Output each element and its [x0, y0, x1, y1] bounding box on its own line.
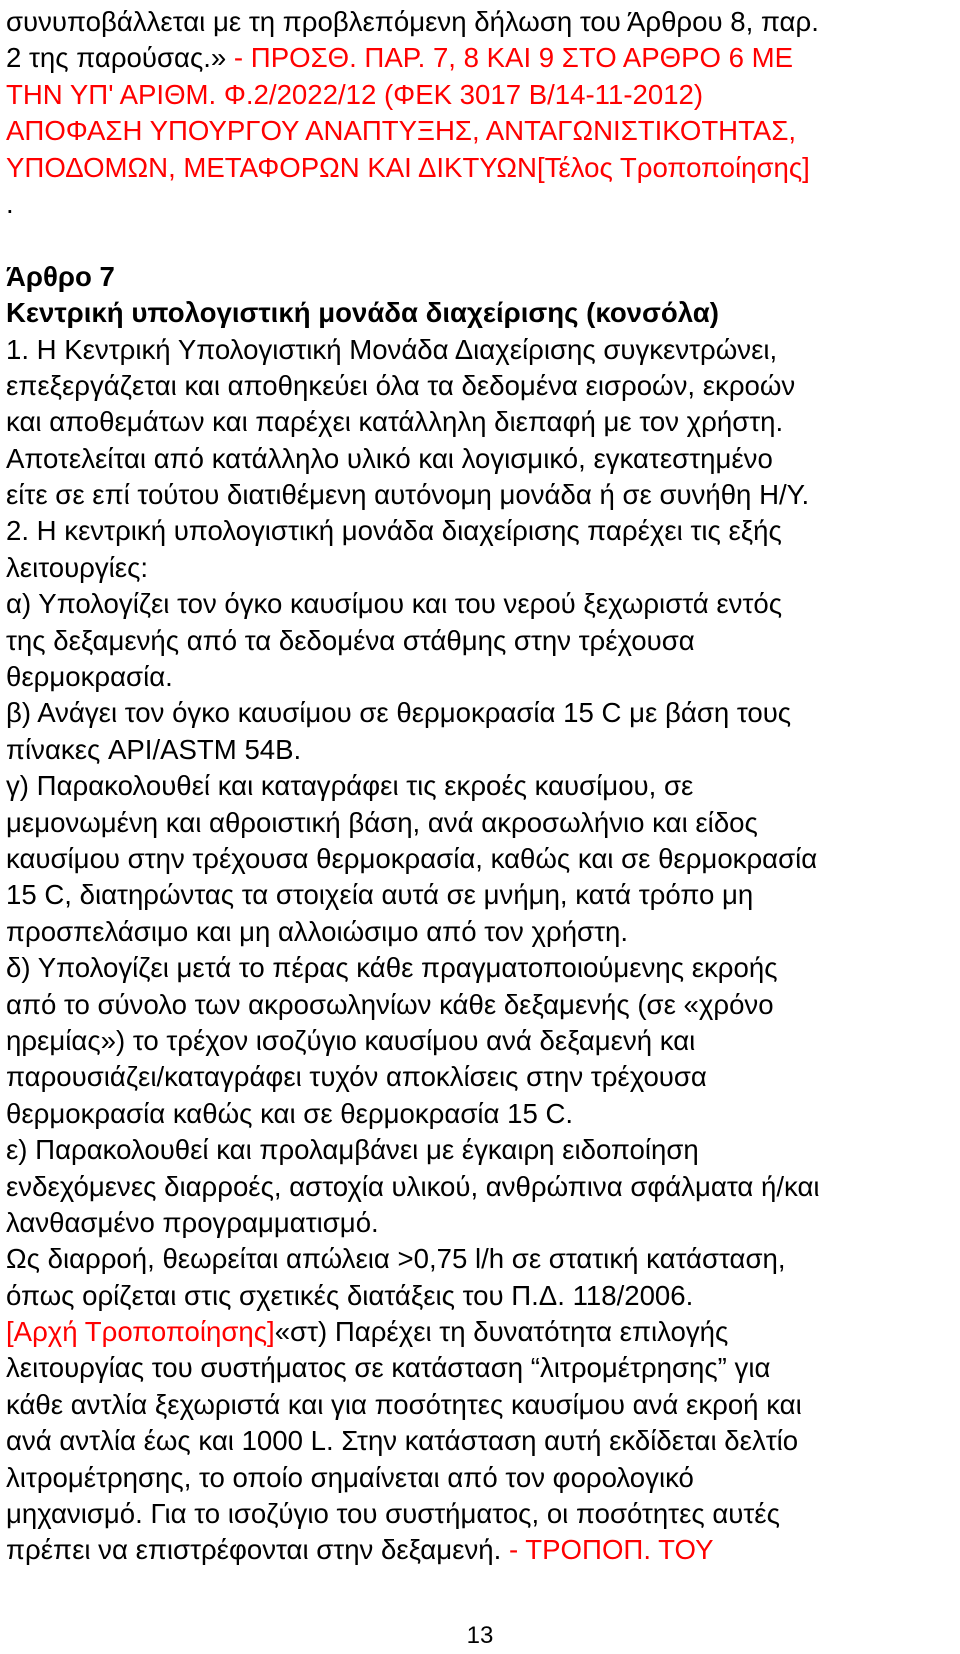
text-line	[6, 40, 954, 76]
body-text: .	[6, 187, 14, 219]
text-line	[6, 332, 954, 368]
amendment-note: - ΠΡΟΣΘ. ΠΑΡ. 7, 8 ΚΑΙ 9 ΣΤΟ ΑΡΘΡΟ 6 ΜΕ	[233, 42, 794, 74]
text-line	[6, 186, 954, 222]
amendment-note: ΑΠΟΦΑΣΗ ΥΠΟΥΡΓΟΥ ΑΝΑΠΤΥΞΗΣ, ΑΝΤΑΓΩΝΙΣΤΙΚΟΤΗΤΑΣ,	[6, 115, 797, 147]
text-line	[6, 987, 954, 1023]
text-line	[6, 404, 954, 440]
text-line	[6, 914, 954, 950]
body-text: μηχανισμό. Για το ισοζύγιο του συστήματος, οι ποσότητες αυτές	[6, 1498, 780, 1530]
body-text: της δεξαμενής από τα δεδομένα στάθμης στην τρέχουσα	[6, 624, 695, 656]
body-text: ενδεχόμενες διαρροές, αστοχία υλικού, ανθρώπινα σφάλματα ή/και	[6, 1170, 820, 1202]
amendment-note: [Αρχή Τροποποίησης]	[6, 1316, 275, 1348]
body-text: λιτρομέτρησης, το οποίο σημαίνεται από τον φορολογικό	[6, 1461, 694, 1493]
text-line	[6, 1169, 954, 1205]
body-text: α) Υπολογίζει τον όγκο καυσίμου και του νερού ξεχωριστά εντός	[6, 588, 782, 620]
text-line	[6, 150, 954, 186]
text-line	[6, 1132, 954, 1168]
text-line	[6, 1532, 954, 1568]
text-line	[6, 477, 954, 513]
body-text: πρέπει να επιστρέφονται στην δεξαμενή.	[6, 1534, 509, 1566]
body-text: είτε σε επί τούτου διατιθέμενη αυτόνομη μονάδα ή σε συνήθη Η/Υ.	[6, 479, 810, 511]
body-text: λειτουργίες:	[6, 551, 149, 583]
body-text: παρουσιάζει/καταγράφει τυχόν αποκλίσεις στην τρέχουσα	[6, 1061, 707, 1093]
body-text: ηρεμίας») το τρέχον ισοζύγιο καυσίμου ανά δεξαμενή και	[6, 1024, 696, 1056]
article-heading: Κεντρική υπολογιστική μονάδα διαχείρισης (κονσόλα)	[6, 297, 719, 329]
text-line	[6, 1205, 954, 1241]
text-line	[6, 113, 954, 149]
text-line	[6, 841, 954, 877]
body-text: από το σύνολο των ακροσωληνίων κάθε δεξαμενής (σε «χρόνο	[6, 988, 774, 1020]
text-line	[6, 1423, 954, 1459]
text-line	[6, 513, 954, 549]
body-text: λανθασμένο προγραμματισμό.	[6, 1206, 379, 1238]
text-line	[6, 1460, 954, 1496]
text-line	[6, 586, 954, 622]
text-line	[6, 295, 954, 331]
text-line	[6, 1496, 954, 1532]
body-text: 2. Η κεντρική υπολογιστική μονάδα διαχείρισης παρέχει τις εξής	[6, 515, 782, 547]
body-text: προσπελάσιμο και μη αλλοιώσιμο από τον χρήστη.	[6, 915, 628, 947]
text-line	[6, 550, 954, 586]
body-text: 15 C, διατηρώντας τα στοιχεία αυτά σε μνήμη, κατά τρόπο μη	[6, 879, 754, 911]
page-number: 13	[466, 1622, 494, 1649]
text-line	[6, 877, 954, 913]
body-text: λειτουργίας του συστήματος σε κατάσταση “λιτρομέτρησης” για	[6, 1352, 771, 1384]
text-line	[6, 623, 954, 659]
body-text: συνυποβάλλεται με τη προβλεπόμενη δήλωση του Άρθρου 8, παρ.	[6, 6, 819, 37]
body-text: Αποτελείται από κατάλληλο υλικό και λογισμικό, εγκατεστημένο	[6, 442, 773, 474]
text-line	[6, 222, 954, 258]
body-text: β) Ανάγει τον όγκο καυσίμου σε θερμοκρασία 15 C με βάση τους	[6, 697, 792, 729]
amendment-note: ΥΠΟΔΟΜΩΝ, ΜΕΤΑΦΟΡΩΝ ΚΑΙ ΔΙΚΤΥΩΝ	[6, 151, 537, 183]
text-line	[6, 441, 954, 477]
text-line	[6, 695, 954, 731]
article-heading: Άρθρο 7	[6, 260, 115, 292]
text-line	[6, 1278, 954, 1314]
body-text: όπως ορίζεται στις σχετικές διατάξεις του Π.Δ. 118/2006.	[6, 1279, 694, 1311]
text-line	[6, 1096, 954, 1132]
body-text: ε) Παρακολουθεί και προλαμβάνει με έγκαιρη ειδοποίηση	[6, 1134, 699, 1166]
body-text: «στ) Παρέχει τη δυνατότητα επιλογής	[274, 1316, 729, 1348]
amendment-note: ΤΗΝ ΥΠ' ΑΡΙΘΜ. Φ.2/2022/12 (ΦΕΚ 3017 Β/14-11-2012)	[6, 78, 704, 110]
body-text: μεμονωμένη και αθροιστική βάση, ανά ακροσωλήνιο και είδος	[6, 806, 758, 838]
text-line	[6, 805, 954, 841]
amendment-note: - ΤΡΟΠΟΠ. ΤΟΥ	[508, 1534, 714, 1566]
text-line	[6, 259, 954, 295]
body-text: επεξεργάζεται και αποθηκεύει όλα τα δεδομένα εισροών, εκροών	[6, 369, 796, 401]
amendment-note: [Τέλος Τροποποίησης]	[536, 151, 810, 183]
body-text: γ) Παρακολουθεί και καταγράφει τις εκροές καυσίμου, σε	[6, 770, 694, 802]
text-line	[6, 77, 954, 113]
body-text: κάθε αντλία ξεχωριστά και για ποσότητες καυσίμου ανά εκροή και	[6, 1388, 802, 1420]
text-line	[6, 1241, 954, 1277]
text-line	[6, 732, 954, 768]
body-text: πίνακες API/ASTM 54B.	[6, 733, 302, 765]
text-line	[6, 1023, 954, 1059]
body-text: 1. Η Κεντρική Υπολογιστική Μονάδα Διαχείρισης συγκεντρώνει,	[6, 333, 778, 365]
text-line	[6, 1387, 954, 1423]
text-line	[6, 4, 954, 40]
body-text: δ) Υπολογίζει μετά το πέρας κάθε πραγματοποιούμενης εκροής	[6, 952, 778, 984]
body-text: Ως διαρροή, θεωρείται απώλεια >0,75 l/h σε στατική κατάσταση,	[6, 1243, 786, 1275]
text-line	[6, 1314, 954, 1350]
text-line	[6, 1059, 954, 1095]
body-text: και αποθεμάτων και παρέχει κατάλληλη διεπαφή με τον χρήστη.	[6, 406, 784, 438]
text-line	[6, 368, 954, 404]
text-line	[6, 768, 954, 804]
text-line	[6, 1350, 954, 1386]
body-text: θερμοκρασία.	[6, 661, 173, 693]
body-text: καυσίμου στην τρέχουσα θερμοκρασία, καθώς και σε θερμοκρασία	[6, 842, 818, 874]
body-text: 2 της παρούσας.»	[6, 42, 234, 74]
document-body	[6, 4, 954, 1569]
text-line	[6, 659, 954, 695]
body-text: ανά αντλία έως και 1000 L. Στην κατάσταση αυτή εκδίδεται δελτίο	[6, 1425, 799, 1457]
body-text: θερμοκρασία καθώς και σε θερμοκρασία 15 C.	[6, 1097, 574, 1129]
text-line	[6, 950, 954, 986]
